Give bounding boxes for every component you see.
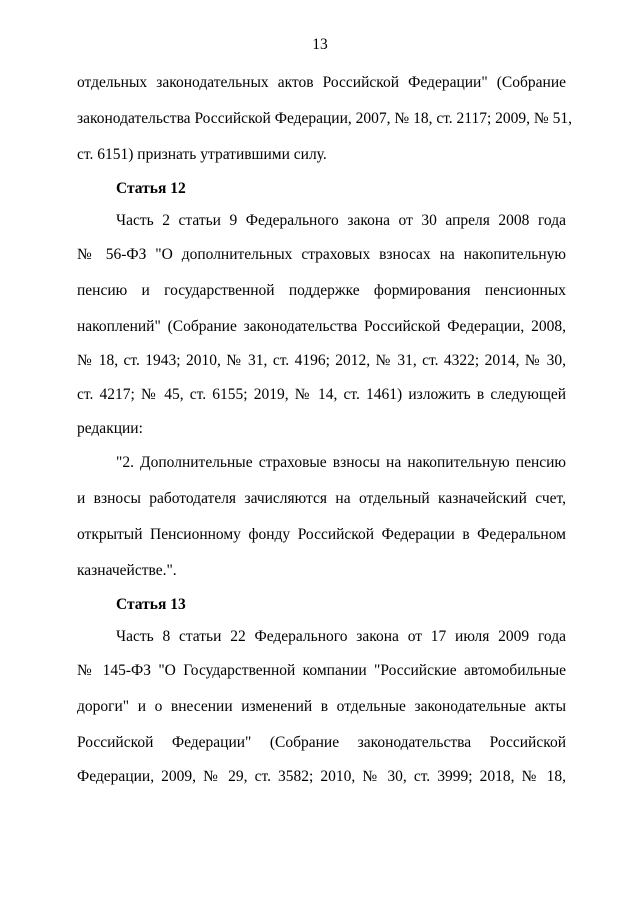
text-line: дороги" и о внесении изменений в отдельные законодательные акты: [77, 698, 566, 715]
text-line: казначействе.".: [77, 562, 177, 579]
text-line: законодательства Российской Федерации, 2007, № 18, ст. 2117; 2009, № 51,: [77, 110, 572, 127]
text-line: ст. 4217; № 45, ст. 6155; 2019, № 14, ст. 1461) изложить в следующей: [77, 386, 566, 403]
text-line: № 145-ФЗ "О Государственной компании "Российские автомобильные: [77, 662, 566, 679]
text-line: № 56-ФЗ "О дополнительных страховых взносах на накопительную: [77, 246, 566, 263]
article-12-heading: Статья 12: [116, 180, 186, 197]
text-line: и взносы работодателя зачисляются на отдельный казначейский счет,: [77, 490, 566, 507]
text-line: № 18, ст. 1943; 2010, № 31, ст. 4196; 2012, № 31, ст. 4322; 2014, № 30,: [77, 352, 566, 369]
text-line: редакции:: [77, 420, 143, 437]
text-line: Российской Федерации" (Собрание законодательства Российской: [77, 734, 566, 751]
text-line: Часть 2 статьи 9 Федерального закона от 30 апреля 2008 года: [116, 212, 566, 229]
text-line: открытый Пенсионному фонду Российской Федерации в Федеральном: [77, 526, 566, 543]
text-line: накоплений" (Собрание законодательства Российской Федерации, 2008,: [77, 318, 566, 335]
text-line: ст. 6151) признать утратившими силу.: [77, 146, 327, 163]
article-13-heading: Статья 13: [116, 596, 186, 613]
text-line: Часть 8 статьи 22 Федерального закона от 17 июля 2009 года: [116, 628, 566, 645]
text-line: отдельных законодательных актов Российской Федерации" (Собрание: [77, 74, 566, 91]
text-line: Федерации, 2009, № 29, ст. 3582; 2010, № 30, ст. 3999; 2018, № 18,: [77, 768, 566, 785]
text-line: пенсию и государственной поддержке формирования пенсионных: [77, 282, 566, 299]
text-line: "2. Дополнительные страховые взносы на накопительную пенсию: [116, 454, 566, 471]
page-number: 13: [312, 36, 328, 53]
